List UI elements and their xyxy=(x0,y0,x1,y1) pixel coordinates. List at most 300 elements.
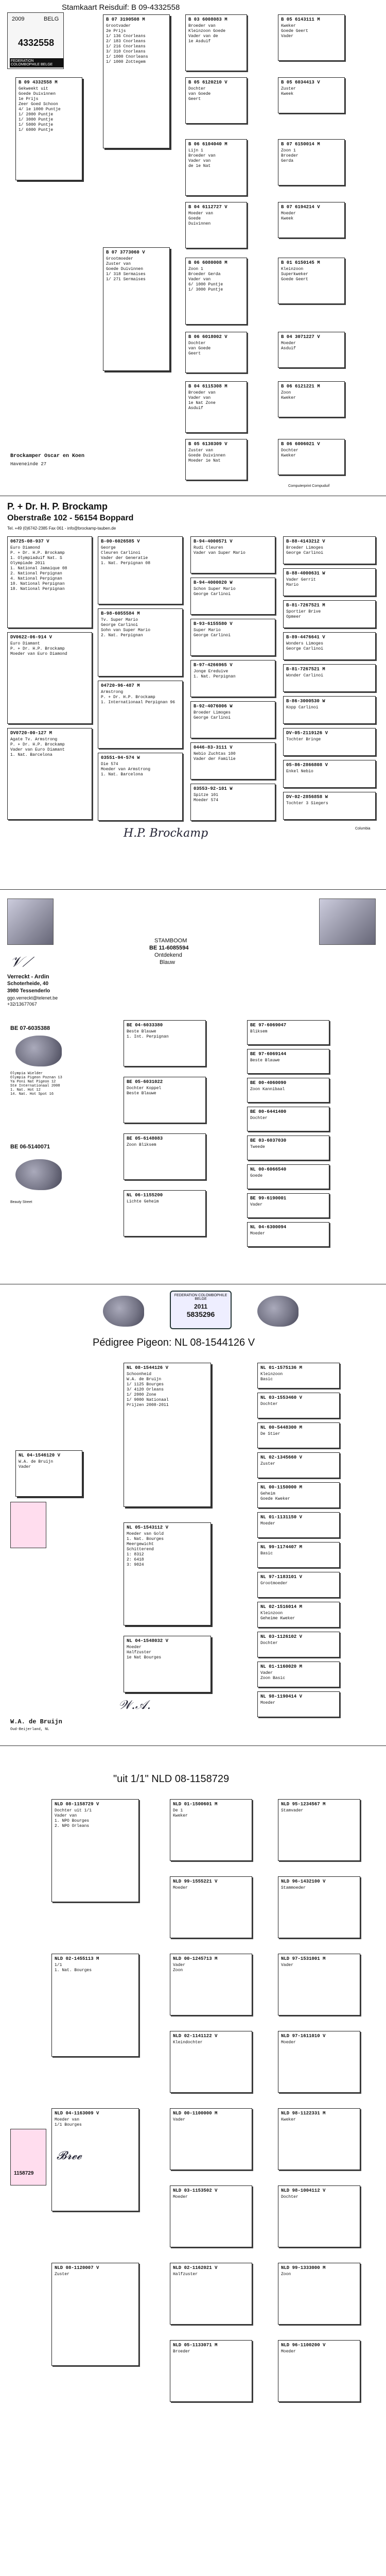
loft-photo xyxy=(7,899,54,945)
pedigree-box-line: Cleuren Carlinoi xyxy=(101,551,141,556)
pedigree-box-line: 1. Nat. Barcelona xyxy=(10,753,52,758)
pedigree-box xyxy=(7,632,92,724)
pedigree-box-line: George Carlinoi xyxy=(194,633,231,638)
pedigree-box-line: Broeder xyxy=(173,2349,190,2354)
sire-line: 1/ 136 Cnorleans xyxy=(106,34,146,39)
main-line: 1/ 6000 Puntje xyxy=(19,128,54,133)
pedigree-box-ring: B-94-4000571 V xyxy=(194,539,233,544)
gen-line: Goede Duivinnen xyxy=(188,453,226,459)
info-line: Moeder van Gold xyxy=(127,1532,164,1537)
ancestor-line: Zuster xyxy=(281,87,296,92)
pedigree-box-line: 10. National Perpignan xyxy=(10,582,65,587)
sire-line: 1/ 1000 Zottegem xyxy=(106,60,146,65)
gen-ring: B 06 6018002 V xyxy=(188,334,227,340)
pedigree-box-line: Moeder xyxy=(281,2040,296,2045)
pedigree-box-ring: BE 99-6190001 xyxy=(250,1196,287,1201)
main-ring: B 09 4332558 M xyxy=(19,80,58,85)
pedigree-box-line: 2. NPO Orleans xyxy=(55,1824,90,1829)
grandparent-box xyxy=(185,258,247,325)
dam-line: Grootmoeder xyxy=(106,257,133,262)
sire-note: Ya Poni Nat Pigeon 12 xyxy=(10,1080,56,1084)
gen-line: 1e Asduif xyxy=(188,39,211,44)
pedigree-box xyxy=(124,1133,206,1180)
sire-line: W.A. de Bruijn xyxy=(19,1460,54,1465)
gen-line: Vader van xyxy=(188,396,211,401)
pedigree-box-ring: NLD 96-1100200 V xyxy=(281,2343,326,2348)
gen-line: Broeder van xyxy=(188,24,216,29)
sire-line: 3/ 310 Cnorleans xyxy=(106,49,146,55)
footer-note: Columbia xyxy=(355,827,371,831)
grandparent-box xyxy=(185,77,247,124)
main-line: 4/ 1e 1000 Puntje xyxy=(19,107,61,112)
sire-line: 1/ 216 Cnorleans xyxy=(106,44,146,49)
pedigree-box-line: Tochter Bringe xyxy=(286,737,321,742)
pedigree-box-ring: NL 03-1553460 V xyxy=(260,1395,303,1400)
pedigree-box-line: Dochter Koppel xyxy=(127,1086,162,1091)
ancestor-line: Moeder xyxy=(281,211,296,216)
pedigree-box-line: Euro Diamant xyxy=(10,641,40,647)
pedigree-box-line: Stamvader xyxy=(281,1808,304,1814)
pedigree-box xyxy=(170,1799,252,1861)
pedigree-box-line: Zoon Kannibaal xyxy=(250,1087,285,1092)
breeder-email: ggo.verreckt@telenet.be xyxy=(7,995,58,1001)
dam-box xyxy=(124,1636,211,1692)
gen-line: Moeder 1e Nat xyxy=(188,459,221,464)
owner-title: P. + Dr. H. P. Brockamp xyxy=(7,501,108,512)
gen-line: Vader van xyxy=(188,159,211,164)
pedigree-box-line: George Carlinoi xyxy=(101,623,138,628)
owner-signature: H.P. Brockamp xyxy=(124,827,208,840)
cert-number: 5835296 xyxy=(186,1310,215,1318)
pedigree-box-line: P. + Dr. H.P. Brockamp xyxy=(10,742,65,748)
signature-scribble: 𝒱⟋ xyxy=(10,953,32,970)
main-line: Gekweekt uit xyxy=(19,87,48,92)
dam-line: 1/ 318 Sermaises xyxy=(106,272,146,277)
pedigree-box-line: 1. Nat. Perpignan xyxy=(194,674,236,680)
gen-line: Moeder van xyxy=(188,211,214,216)
bird-color: Blauw xyxy=(160,959,175,965)
gen-line: Dochter xyxy=(188,341,206,346)
pedigree-box-ring: NL 02-1516014 M xyxy=(260,1604,303,1609)
pedigree-box-line: 1. Nat. Barcelona xyxy=(101,772,143,777)
pedigree-box-line: P. + Dr. H.P. Brockamp xyxy=(10,647,65,652)
info-line: 1: 8312 xyxy=(127,1552,144,1557)
pedigree-box-ring: NLD 98-1004112 V xyxy=(281,2188,326,2193)
pedigree-box-ring: NLD 99-1555221 V xyxy=(173,1879,218,1884)
pedigree-box xyxy=(257,1602,340,1628)
dam-bird-image xyxy=(15,1159,62,1190)
ancestor-line: Kweek xyxy=(281,92,294,97)
pedigree-box-line: Goede xyxy=(250,1174,263,1179)
pedigree-box-line: Jonge Ereduive xyxy=(194,669,229,674)
pedigree-box xyxy=(170,2108,252,2170)
pedigree-box-ring: B-93-6155580 V xyxy=(194,621,233,626)
pedigree-box-line: Kweker xyxy=(173,1814,188,1819)
pedigree-box-ring: NLD 00-1100000 M xyxy=(173,2111,218,2116)
pedigree-box-line: 2. Nat. Perpignan xyxy=(101,633,143,638)
pedigree-box-line: Geheim xyxy=(260,1492,275,1497)
ancestor-ring: B 01 6150145 M xyxy=(281,260,320,265)
pedigree-box-line: Vader Gerrit xyxy=(286,578,316,583)
pedigree-box xyxy=(283,664,376,692)
main-line: Prijzen 2008-2011 xyxy=(127,1403,169,1408)
ancestor-ring: B 07 6150014 M xyxy=(281,142,320,147)
dam-ring: NL 04-1548032 V xyxy=(127,1638,169,1643)
pedigree-box-line: Tweede xyxy=(250,1145,265,1150)
page-title: Stamkaart Reisduif: B 09-4332558 xyxy=(62,3,180,12)
pedigree-box-ring: B-81-7267521 M xyxy=(286,667,325,672)
pedigree-box-ring: NL 03-1126102 V xyxy=(260,1634,303,1639)
owner-contact: Tel. +49 (0)6742-2385 Fax 061 - info@brockamp-tauben.de xyxy=(7,526,116,531)
pedigree-box xyxy=(98,681,183,749)
pedigree-box xyxy=(283,600,376,628)
pedigree-box-ring: NL 04-6300094 xyxy=(250,1225,287,1230)
pedigree-box-line: Mario xyxy=(286,583,299,588)
ancestor-ring: B 07 6194214 V xyxy=(281,205,320,210)
pedigree-box xyxy=(257,1512,340,1538)
cert-year: 2011 xyxy=(194,1303,208,1310)
pedigree-box xyxy=(247,1164,329,1189)
owner-name: W.A. de Bruijn xyxy=(10,1718,62,1725)
gen-ring: B 04 6112727 V xyxy=(188,205,227,210)
dam-line: Zuster van xyxy=(106,262,131,267)
pedigree-box xyxy=(190,578,275,615)
pedigree-box-line: Zoon xyxy=(173,1968,183,1973)
ancestor-box xyxy=(278,139,345,185)
pedigree-box-line: Moeder van Armstrong xyxy=(101,767,151,772)
pedigree-box xyxy=(124,1077,206,1123)
pedigree-box-line: Beste Blauwe xyxy=(127,1029,156,1035)
pedigree-box xyxy=(98,536,183,604)
pedigree-box-line: Zoon Bliksem xyxy=(127,1143,156,1148)
breeder-street: Schoterheide, 40 xyxy=(7,981,49,987)
pedigree-box xyxy=(257,1572,340,1598)
pedigree-box-line: Halfzuster xyxy=(173,2272,198,2277)
pedigree-box-line: 1. Internationaal Perpignan 96 xyxy=(101,700,176,705)
section-divider xyxy=(0,1745,386,1746)
main-line: 3/ 4120 Orleans xyxy=(127,1387,164,1393)
ancestor-line: Kleinzoon xyxy=(281,267,304,272)
pedigree-box-line: Dochter xyxy=(281,2195,299,2200)
ancestor-line: Kweek xyxy=(281,216,294,222)
pedigree-box-line: Grootmoeder xyxy=(260,1581,288,1586)
ring-card xyxy=(7,12,64,69)
pedigree-box xyxy=(7,728,92,820)
pedigree-box-line: Zuster xyxy=(260,1462,275,1467)
owner-address: Oberstraße 102 - 56154 Boppard xyxy=(7,514,134,522)
pedigree-box xyxy=(283,760,376,788)
pedigree-box-line: Vader xyxy=(281,1963,294,1968)
pedigree-box-line: Nebio Zuchtas 100 xyxy=(194,752,236,757)
pedigree-box-line: Moeder xyxy=(260,1701,275,1706)
ancestor-line: Vader xyxy=(281,34,294,39)
dam-ring: BE 06-5140071 xyxy=(10,1144,50,1150)
pedigree-box xyxy=(98,608,183,676)
pedigree-box xyxy=(170,2340,252,2402)
pedigree-box-ring: NLD 97-1611010 V xyxy=(281,2033,326,2039)
pedigree-title: "uit 1/1" NLD 08-1158729 xyxy=(113,1773,230,1785)
pedigree-box-ring: NL 00-5448300 M xyxy=(260,1425,303,1430)
gen-line: 1e Nat Zone xyxy=(188,401,216,406)
pedigree-box xyxy=(257,1482,340,1508)
pedigree-box-ring: NLD 96-1432100 V xyxy=(281,1879,326,1884)
breeder-phone: +32/13677067 xyxy=(7,1002,37,1007)
card-year: 2009 xyxy=(12,16,25,22)
pedigree-box xyxy=(170,2031,252,2093)
ancestor-box xyxy=(278,14,345,61)
sire-line: Grootvader xyxy=(106,24,131,29)
pedigree-box-line: Die 574 xyxy=(101,762,118,767)
gen-line: Lijn 1 xyxy=(188,148,203,154)
pedigree-box-line: Vader xyxy=(250,1202,263,1208)
pedigree-box xyxy=(190,742,275,779)
pedigree-box-ring: NL 02-1345660 V xyxy=(260,1455,303,1460)
gen-line: Kleinzoon Goede xyxy=(188,29,226,34)
sire-line: 2/ 183 Cnorleans xyxy=(106,39,146,44)
pedigree-box-ring: NL 01-1160020 M xyxy=(260,1664,303,1669)
pedigree-box xyxy=(283,536,376,564)
pedigree-box-ring: NLD 05-1133071 M xyxy=(173,2343,218,2348)
pedigree-box xyxy=(98,753,183,821)
pedigree-box xyxy=(247,1222,329,1247)
pedigree-box-line: Moeder xyxy=(281,2349,296,2354)
ancestor-line: Goede Geert xyxy=(281,277,308,282)
pedigree-box-ring: NL 98-1190414 V xyxy=(260,1694,303,1699)
pedigree-box xyxy=(278,2031,360,2093)
pedigree-box-ring: BE 03-6037030 xyxy=(250,1138,287,1143)
pedigree-box-ring: 06725-08-937 V xyxy=(10,539,49,544)
sire-line: Vader xyxy=(19,1465,31,1470)
pedigree-box-line: Bliksem xyxy=(250,1029,268,1035)
sire-note: Ste Internationaal 2008 xyxy=(10,1084,60,1088)
pedigree-box-ring: B-81-7267521 M xyxy=(286,603,325,608)
sire-note: 14. Nat. Hot Spot 16 xyxy=(10,1092,54,1096)
main-line: 1/ 2000 Puntje xyxy=(19,112,54,117)
pedigree-box-ring: B-88-4143212 V xyxy=(286,539,325,544)
pedigree-box-ring: NLD 04-1163009 V xyxy=(55,2111,99,2116)
ancestor-line: Dochter xyxy=(281,448,299,453)
grandparent-box xyxy=(185,202,247,248)
pedigree-box-line: Dochter xyxy=(260,1402,278,1407)
gen-line: 6/ 1000 Puntje xyxy=(188,282,223,287)
ancestor-line: Zoon xyxy=(281,391,291,396)
pedigree-box xyxy=(247,1193,329,1218)
pedigree-box-ring: NLD 02-1162021 V xyxy=(173,2265,218,2270)
owner-signature: 𝒲.𝒜. xyxy=(118,1698,151,1712)
pedigree-box xyxy=(283,632,376,660)
pedigree-box-line: Lichte Geheim xyxy=(127,1199,159,1205)
dam-label: Beauty Street xyxy=(10,1200,32,1204)
dam-line: 1/ 271 Sermaises xyxy=(106,277,146,282)
pedigree-box-ring: BE 00-4060090 xyxy=(250,1080,287,1086)
pedigree-box-ring: BE 04-6033380 xyxy=(127,1023,163,1028)
ancestor-line: Broeder xyxy=(281,154,299,159)
pedigree-box-line: Stammoeder xyxy=(281,1886,306,1891)
gen-line: Geert xyxy=(188,97,201,102)
pedigree-box-line: Opmeer xyxy=(286,615,301,620)
pedigree-box-ring: 04720-96-487 M xyxy=(101,683,140,688)
pedigree-box xyxy=(283,696,376,724)
gen-line: Geert xyxy=(188,351,201,357)
main-pigeon-box xyxy=(124,1363,211,1507)
pedigree-box-line: Moeder xyxy=(260,1521,275,1527)
pedigree-box xyxy=(7,536,92,628)
gen-ring: B 06 6080008 M xyxy=(188,260,227,265)
pedigree-box-line: 1. Olympiaduif Nat. S xyxy=(10,556,62,561)
pedigree-box xyxy=(278,1954,360,2015)
pedigree-box-line: Broeder Limoges xyxy=(286,546,324,551)
gen-line: Asduif xyxy=(188,406,203,411)
pedigree-box-ring: NL 00-6066540 xyxy=(250,1167,287,1172)
ancestor-ring: B 06 6121221 M xyxy=(281,384,320,389)
pedigree-box-line: Basic xyxy=(260,1377,273,1382)
pedigree-box xyxy=(257,1363,340,1388)
grandparent-box xyxy=(185,332,247,373)
ancestor-line: Asduif xyxy=(281,346,296,351)
pedigree-box-ring: NLD 03-1153502 V xyxy=(173,2188,218,2193)
pedigree-section-3 xyxy=(0,891,386,1283)
pedigree-box-ring: DV-05-2119126 V xyxy=(286,731,328,736)
pedigree-box-line: Zoon xyxy=(281,2272,291,2277)
ancestor-box xyxy=(278,258,345,304)
pedigree-box-ring: NLD 01-1500601 M xyxy=(173,1802,218,1807)
pedigree-box xyxy=(278,2108,360,2170)
pedigree-box xyxy=(170,2263,252,2325)
pedigree-box-line: Wonders Limoges xyxy=(286,641,324,647)
gen-line: Vader van xyxy=(188,277,211,282)
dam-line: Goede Duivinnen xyxy=(106,267,144,272)
owner-address: Oud-Beijerland, NL xyxy=(10,1727,49,1732)
ancestor-line: Superkweker xyxy=(281,272,308,277)
pedigree-box xyxy=(170,1954,252,2015)
pedigree-box-line: Basic xyxy=(260,1551,273,1556)
pedigree-box-line: De Stier xyxy=(260,1432,280,1437)
pedigree-box xyxy=(51,1954,139,2057)
info-line: 2: 6418 xyxy=(127,1557,144,1563)
pedigree-box-ring: 03551-94-574 W xyxy=(101,755,140,760)
ancestor-box xyxy=(278,381,345,417)
pedigree-box-line: George Carlinoi xyxy=(286,647,324,652)
pedigree-box-line: Kopp Carlinoi xyxy=(286,705,319,710)
main-line: Zeer Goed Schoon xyxy=(19,102,58,107)
gen-line: Vader van de xyxy=(188,34,218,39)
card-number: 4332558 xyxy=(18,38,55,48)
pedigree-box-line: Dochter xyxy=(260,1641,278,1646)
grandparent-box xyxy=(185,439,247,480)
pedigree-section-2 xyxy=(0,497,386,889)
pedigree-box-ring: B-88-4000631 W xyxy=(286,571,325,576)
pedigree-box-ring: B-97-4266965 V xyxy=(194,663,233,668)
pedigree-box-line: Sohn van Super Mario xyxy=(101,628,151,633)
ancestor-ring: B 05 6034413 V xyxy=(281,80,320,85)
gen-line: Dochter xyxy=(188,87,206,92)
sire-line: 2e Prijs xyxy=(106,29,126,34)
ancestor-line: Moeder xyxy=(281,341,296,346)
sire-line: 1/ 1000 Cnorleans xyxy=(106,55,148,60)
pedigree-box-line: Olympiade 2011 xyxy=(10,561,45,566)
sire-notes xyxy=(10,1072,103,1096)
pedigree-box-ring: NLD 95-1234567 M xyxy=(281,1802,326,1807)
pedigree-box-ring: NL 97-1183101 V xyxy=(260,1574,303,1580)
pedigree-box-ring: B-89-4476641 V xyxy=(286,635,325,640)
pedigree-box xyxy=(190,536,275,573)
main-line: Schoonheid xyxy=(127,1372,152,1377)
pedigree-box xyxy=(257,1691,340,1717)
info-line: 3: 9024 xyxy=(127,1563,144,1568)
pedigree-box-line: Beste Blauwe xyxy=(250,1058,280,1063)
pedigree-box-ring: 03553-92-101 W xyxy=(194,786,233,791)
ancestor-line: Kweker xyxy=(281,24,296,29)
pedigree-box xyxy=(190,619,275,656)
pedigree-box-ring: NLD 02-1141122 V xyxy=(173,2033,218,2039)
dam-box xyxy=(103,247,170,371)
pedigree-box-ring: B-94-4000020 W xyxy=(194,580,233,585)
pedigree-box-ring: NL 00-1150000 M xyxy=(260,1485,303,1490)
pedigree-box-line: Kweker xyxy=(281,2117,296,2123)
stamboom-label: STAMBOOM xyxy=(154,938,187,944)
grandparent-box xyxy=(185,139,247,196)
pedigree-box xyxy=(278,2185,360,2247)
pedigree-box-line: Zuster xyxy=(55,2272,69,2277)
ring-number: BE 11-6085594 xyxy=(149,945,189,951)
pedigree-box-ring: B-00-6026585 V xyxy=(101,539,140,544)
gen-line: Zoon 1 xyxy=(188,267,203,272)
pedigree-box xyxy=(124,1190,206,1236)
ancestor-box xyxy=(278,332,345,368)
pedigree-box-line: Tochter 3 Siegers xyxy=(286,801,328,806)
main-line: 1/ 2000 Zone xyxy=(127,1393,156,1398)
gen-line: Broeder van xyxy=(188,391,216,396)
pedigree-box-line: 2. National Perpignan xyxy=(10,571,62,577)
pedigree-box-line: Vader van Super Mario xyxy=(194,551,245,556)
pedigree-section-1 xyxy=(0,0,386,495)
info-line: 1. Nat. Bourges xyxy=(127,1537,164,1542)
ancestor-line: Zoon 1 xyxy=(281,148,296,154)
ancestor-line: Kweker xyxy=(281,396,296,401)
pedigree-box xyxy=(257,1452,340,1478)
pedigree-box-line: Moeder van xyxy=(55,2117,80,2123)
gen-line: Duivinnen xyxy=(188,222,211,227)
pedigree-box-ring: DV0622-06-914 V xyxy=(10,635,52,640)
main-ring: NL 08-1544126 V xyxy=(127,1365,169,1370)
pedigree-box-line: Broeder Limoges xyxy=(194,710,231,716)
ancestor-box xyxy=(278,202,345,238)
pedigree-box-line: P. + Dr. H.P. Brockamp xyxy=(10,551,65,556)
pedigree-box-line: 1/1 Bourges xyxy=(55,2123,82,2128)
pedigree-box xyxy=(278,2340,360,2402)
gen-ring: B 06 6104040 M xyxy=(188,142,227,147)
pedigree-box-line: 18. National Perpignan xyxy=(10,587,65,592)
pedigree-box-line: Armstrong xyxy=(101,690,124,695)
dam-line: 1e Nat Bourges xyxy=(127,1655,162,1660)
gen-line: 1/ 3000 Puntje xyxy=(188,287,223,293)
sire-bird-image xyxy=(15,1036,62,1066)
main-line: 1/ 1125 Bourges xyxy=(127,1382,164,1387)
main-line: 1e Prijs xyxy=(19,97,39,102)
pedigree-box xyxy=(51,2263,139,2366)
ancestor-line: Kweker xyxy=(281,453,296,459)
gen-line: Goede xyxy=(188,216,201,222)
pedigree-box-ring: NL 06-1155200 xyxy=(127,1193,163,1198)
pedigree-box xyxy=(257,1393,340,1418)
pedigree-box-line: 1. Int. Perpignan xyxy=(127,1035,169,1040)
pedigree-box-line: Wonder Carlinoi xyxy=(286,673,324,679)
pedigree-box-line: Zoon Basic xyxy=(260,1676,286,1681)
grandparent-box xyxy=(185,14,247,71)
pedigree-box-line: Sportier Brive xyxy=(286,609,321,615)
main-line: 1/ 3000 Puntje xyxy=(19,117,54,123)
sire-note: Olympia Pigeon Poznan 13 xyxy=(10,1076,62,1080)
